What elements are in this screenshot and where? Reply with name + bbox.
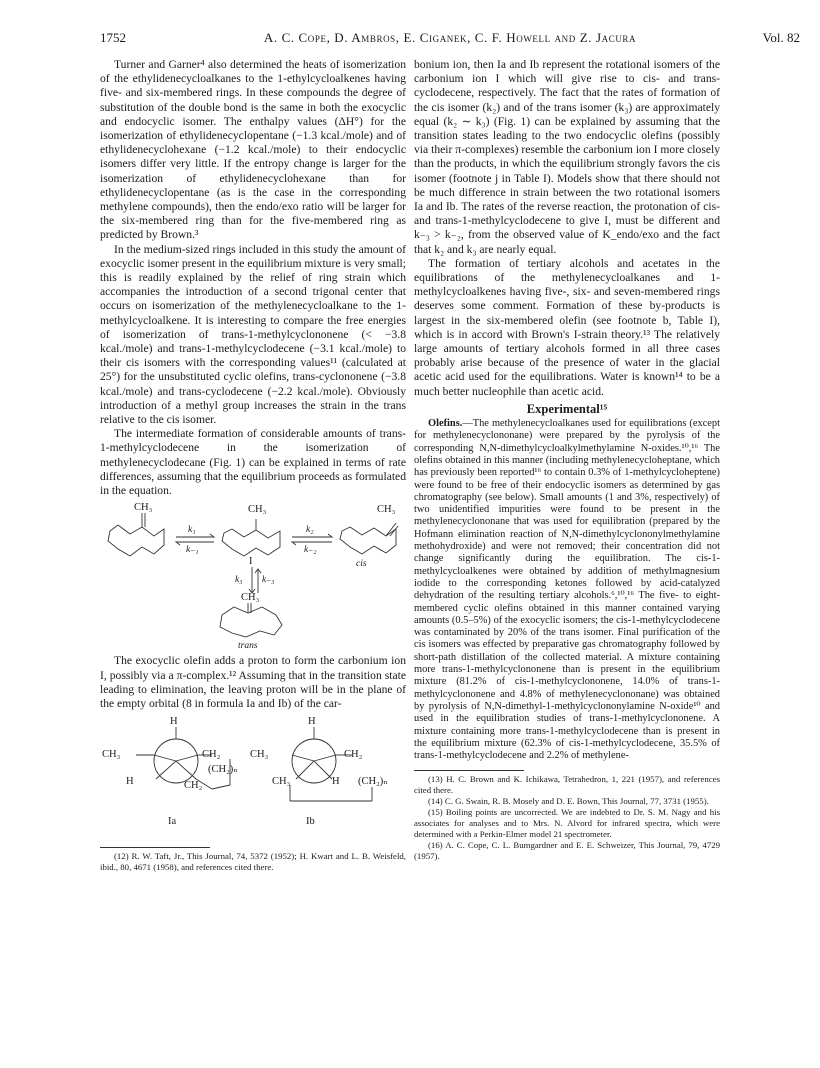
hydrogen-label: H — [170, 716, 178, 728]
paragraph: Turner and Garner⁴ also determined the heats of isomerization of the ethylidenecycloalkanes to the 1-ethylcycloalkenes having five- and six-membered rings. In these compounds the degree of substitution of the double bond is the same in both the exocyclic and endocyclic isomer. The enthalpy values (ΔH°) for the isomerization of ethylidenecyclopentane (−1.3 kcal./mole) and of ethylidenecyclohexane (−1.2 kcal./mole) to their endocyclic isomers differ very little. If the entropy change is larger for the isomerization of ethylidenecyclohexane than for ethylidenecyclopentane (as is the case in the corresponding methylene compounds), then the endo/exo ratio will be larger for the six-membered ring than for the five-membered ring as predicted by Brown.³ — [100, 58, 406, 242]
page-number: 1752 — [100, 30, 126, 45]
rate-constant-k1: k₁ — [188, 525, 196, 536]
paragraph: The formation of tertiary alcohols and acetates in the equilibrations of the methylenecycloalkanes and 1-methylcycloalkenes having five-, six- and seven-membered rings deserves some comment. Formation of these by-products is largest in the six-membered olefin (see footnote b, Table I), which is in accord with Brown's I-strain theory.¹³ The relatively large amounts of tertiary alcohols formed in all three cases probably arise because of the presence of water in the glacial acetic acid used for the equilibrations. Water is known¹⁴ to be a much better nucleophile than acetic acid. — [414, 256, 720, 398]
structure-label-ib: Ib — [306, 816, 315, 828]
right-column — [414, 58, 720, 862]
methylene-label: CH₂ — [184, 780, 203, 792]
cis-olefin-ring — [340, 527, 396, 554]
trans-label: trans — [238, 641, 258, 652]
paragraph: The intermediate formation of considerable amounts of trans-1-methylcyclodecene in the isomerization of methylenecyclodecane (Fig. 1) can be explained in terms of rate differences, assuming that the equilibrium proceeds as formulated in the equation. — [100, 427, 406, 498]
carbonium-ion-ring — [222, 529, 280, 556]
methyl-label: CH₃ — [377, 504, 396, 516]
newman-projections — [100, 717, 406, 839]
footnote: (14) C. G. Swain, R. B. Mosely and D. E. Bown, This Journal, 77, 3731 (1955). — [428, 796, 709, 807]
footnote: (12) R. W. Taft, Jr., This Journal, 74, 5372 (1952); H. Kwart and L. B. Weisfeld, ibid., 80, 4671 (1958), and references cited there. — [100, 851, 406, 873]
footnote-rule — [100, 847, 210, 848]
section-heading: Experimental¹⁵ — [526, 401, 608, 416]
rate-constant-k3: k₃ — [235, 575, 243, 586]
hydrogen-label: H — [126, 776, 134, 788]
rate-constant-k-1: k₋₁ — [186, 545, 199, 556]
header-authors: A. C. Cope, D. Ambros, E. Ciganek, C. F. Howell and Z. Jacura — [263, 30, 637, 45]
chain-label: (CH₂)ₙ — [208, 764, 238, 776]
volume-label: Vol. 82 — [762, 30, 800, 45]
run-in-heading: Olefins. — [428, 418, 463, 430]
structure-label-ia: Ia — [168, 816, 177, 828]
scheme-structures — [100, 503, 406, 651]
chain-label: (CH₂)ₙ — [358, 776, 388, 788]
intermediate-label: I — [249, 556, 253, 568]
methyl-label: CH₃ — [272, 776, 291, 788]
footnote-rule — [414, 770, 524, 771]
methyl-label: CH₃ — [102, 749, 121, 761]
cis-label: cis — [356, 559, 367, 570]
paragraph: In the medium-sized rings included in this study the amount of exocyclic isomer present in the equilibrium mixture is very small; this is readily explained by the relief of ring strain which accompanies the introduction of a second trigonal center that occurs on isomerization of the methylenecycloalkane to the 1-methylcycloalkene. It is interesting to compare the free energies of isomerization of trans-1-methylcyclononene (< −3.8 kcal./mole) and trans-1-methylcyclodecene (−3.1 kcal./mole) to their cis isomers with the corresponding values¹¹ (calculated at 25°) for the unsubstituted cyclic olefins, trans-cyclononene (−3.8 kcal./mole) and trans-cyclodecene (−2.2 kcal./mole). Obviously introduction of a methyl group increases the strain in the trans relative to the cis isomer. — [100, 242, 406, 427]
footnote: (15) Boiling points are uncorrected. We are indebted to Dr. S. M. Nagy and his associates for analyses and to Mrs. N. Alvord for infrared spectra, which were determined with a Perkin-Elmer model 21 spectrometer. — [414, 807, 720, 840]
left-column — [100, 58, 406, 873]
footnote: (16) A. C. Cope, C. L. Bumgardner and E. E. Schweizer, This Journal, 79, 4729 (1957). — [414, 840, 720, 862]
rate-constant-k-2: k₋₂ — [304, 545, 317, 556]
methylenecyclodecane-ring — [108, 525, 164, 556]
hydrogen-label: H — [308, 716, 316, 728]
methyl-label: CH₃ — [248, 504, 267, 516]
methylene-label: CH₂ — [344, 749, 363, 761]
running-header — [100, 30, 800, 50]
rate-constant-k-3: k₋₃ — [262, 575, 275, 586]
methyl-label: CH₃ — [241, 592, 260, 604]
experimental-paragraph — [414, 418, 720, 762]
reaction-scheme — [100, 503, 406, 651]
methylene-label: CH₂ — [202, 749, 221, 761]
experimental-text: —The methylenecycloalkanes used for equilibrations (except for methylenecyclononane) were prepared by the pyrolysis of the corresponding N,N-dimethylcycloalkylmethylamine N-oxides.¹⁰,¹⁶ The olefins obtained in this manner (including methylenecycloheptane, which has previously been reported¹⁶ to contain 0.3% of 1-methylcycloheptene) were found to be free of their endocyclic isomers as determined by gas chromatography (see below). Small amounts (1 and 3%, respectively) of two unidentified impurities were found to be present in the methylenecyclononane that was used for equilibration (prepared by the Hofmann elimination reaction of N,N-dimethylcyclononylmethylamine methohydroxide) and were not removed; their concentration did not change significantly during the equilibration. The cis-1-methylcycloalkenes were obtained by addition of methylmagnesium iodide to the corresponding ketones followed by acid-catalyzed dehydration of the resulting tertiary alcohols.⁶,¹⁰,¹⁶ The five- to eight-membered cyclic olefins obtained in this manner contained varying amounts (0.5–5%) of the exocyclic isomers; the cis-1-methylcyclodecene was contaminated by 20% of the trans isomer. Final purification of the cis isomers was effected by preparative gas chromatography followed by short-path distillation of the collected material. A mixture containing more trans-1-methylcyclononene than is present in the equilibrium mixture (81.2% of cis-1-methylcyclononene, 14.0% of trans-1-methylcyclononene and 4.8% of methylenecyclononane) was obtained by pyrolysis of N,N-dimethyl-1-methylcyclononylamine N-oxide¹⁰ and used in the equilibration studies of trans-1-methylcyclononene. A mixture containing more trans-1-methylcyclodecene than is present in the equilibrium mixture (62.3% of cis-1-methylcyclodecene, 35.5% of trans-1-methylcyclodecene and 2.2% of methylene- — [414, 418, 720, 762]
methyl-label: CH₃ — [134, 502, 153, 514]
paragraph: bonium ion, then Ia and Ib represent the rotational isomers of the carbonium ion I which will give rise to cis- and trans-cyclodecene, respectively. The fact that the rates of formation of the cis isomer (k₂) and of the trans isomer (k₃) are approximately equal (k₂ ∼ k₃) (Fig. 1) can be explained by assuming that the transition states leading to the two endocyclic olefins (possibly via their π-complexes) resemble the carbonium ion I more closely than the products, in which the equilibrium strongly favors the cis isomer (footnote j in Table I). Models show that there should not be much difference in strain between the two rotational isomers Ia and Ib. The rates of the reverse reaction, the protonation of cis- and trans-1-methylcyclodecene to give I, must be different and k₋₃ > k₋₂, from the observed value of K_endo/exo and the fact that k₂ and k₃ are nearly equal. — [414, 58, 720, 256]
hydrogen-label: H — [332, 776, 340, 788]
paragraph: The exocyclic olefin adds a proton to form the carbonium ion I, possibly via a π-complex.¹² Assuming that in the transition state leading to elimination, the leaving proton will be in the plane of the empty orbital (8 in formula Ia and Ib) of the car- — [100, 654, 406, 710]
rate-constant-k2: k₂ — [306, 525, 314, 536]
footnote: (13) H. C. Brown and K. Ichikawa, Tetrahedron, 1, 221 (1957), and references cited there. — [414, 774, 720, 796]
methyl-label: CH₃ — [250, 749, 269, 761]
